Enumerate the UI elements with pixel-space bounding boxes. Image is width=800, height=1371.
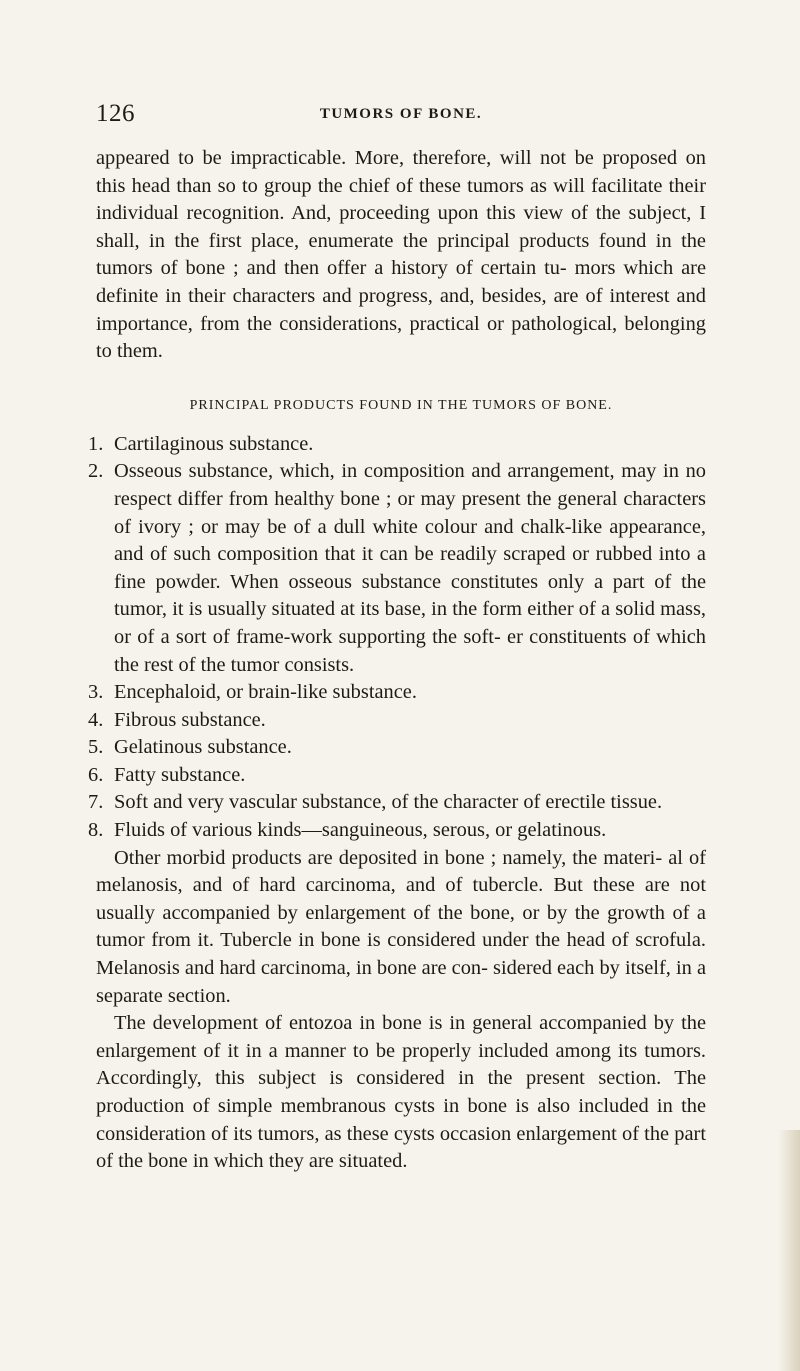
list-item-text: Soft and very vascular substance, of the character of erectile tissue. bbox=[114, 791, 663, 814]
list-item-text: Cartilaginous substance. bbox=[114, 432, 314, 455]
list-item bbox=[88, 458, 706, 679]
section-heading: PRINCIPAL PRODUCTS FOUND IN THE TUMORS OF BONE. bbox=[189, 397, 613, 413]
list-item-text: Fluids of various kinds—sanguineous, serous, or gelatinous. bbox=[114, 819, 607, 842]
list-item-number: 1. bbox=[88, 432, 104, 455]
page-number: 126 bbox=[96, 100, 135, 127]
list-item bbox=[88, 734, 706, 762]
running-head: TUMORS OF BONE. bbox=[319, 106, 483, 122]
list-item-text: Fibrous substance. bbox=[114, 708, 266, 731]
list-item-text: Encephaloid, or brain-like substance. bbox=[114, 681, 417, 704]
list-item-text: Gelatinous substance. bbox=[114, 736, 292, 759]
list-item-number: 7. bbox=[88, 791, 104, 814]
list-item-number: 5. bbox=[88, 736, 104, 759]
intro-paragraph: appeared to be impracticable. More, therefore, will not be proposed on this head than so to group the chief of these tumors as will facilitate their individual recognition. And, proceeding upon this view of the subject, I shall, in the first place, enumerate the principal products found in the tumors of bone ; and then offer a history of certain tu- mors which are definite in their characters and progress, and, besides, are of interest and importance, from the considerations, practical or pathological, belonging to them. bbox=[96, 147, 706, 363]
body-paragraph: Other morbid products are deposited in bone ; namely, the materi- al of melanosis, and of hard carcinoma, and of tubercle. But these are not usually accompanied by enlargement of the bone, or by the growth of a tumor from it. Tubercle in bone is considered under the head of scrofula. Melanosis and hard carcinoma, in bone are con- sidered each by itself, in a separate section. bbox=[96, 846, 706, 1007]
list-item-number: 6. bbox=[88, 763, 104, 786]
body-paragraph: The development of entozoa in bone is in general accompanied by the enlargement of it in a manner to be properly included among its tumors. Accordingly, this subject is considered in the present section. The production of simple membranous cysts in bone is also included in the consideration of its tumors, as these cysts occasion enlargement of the part of the bone in which they are situated. bbox=[96, 1012, 706, 1173]
list-item bbox=[88, 679, 706, 707]
products-list bbox=[88, 431, 706, 845]
list-item bbox=[88, 817, 706, 845]
list-item-number: 3. bbox=[88, 681, 104, 704]
list-item-number: 2. bbox=[88, 460, 104, 483]
list-item-number: 4. bbox=[88, 708, 104, 731]
page-edge-shadow bbox=[778, 1130, 800, 1371]
list-item bbox=[88, 789, 706, 817]
list-item bbox=[88, 431, 706, 459]
list-item-number: 8. bbox=[88, 819, 104, 842]
page-body bbox=[88, 145, 706, 1176]
list-item-text: Osseous substance, which, in composition and arrangement, may in no respect differ from healthy bone ; or may present the general characters of ivory ; or may be of a dull white colour and chalk-like appearance, and of such composition that it can be readily scraped or rubbed into a fine powder. When osseous substance constitutes only a part of the tumor, it is usually situated at its base, in the form either of a solid mass, or of a sort of frame-work supporting the soft- er constituents of which the rest of the tumor consists. bbox=[114, 460, 706, 676]
list-item bbox=[88, 707, 706, 735]
page-header bbox=[96, 100, 706, 134]
list-item bbox=[88, 762, 706, 790]
list-item-text: Fatty substance. bbox=[114, 763, 246, 786]
